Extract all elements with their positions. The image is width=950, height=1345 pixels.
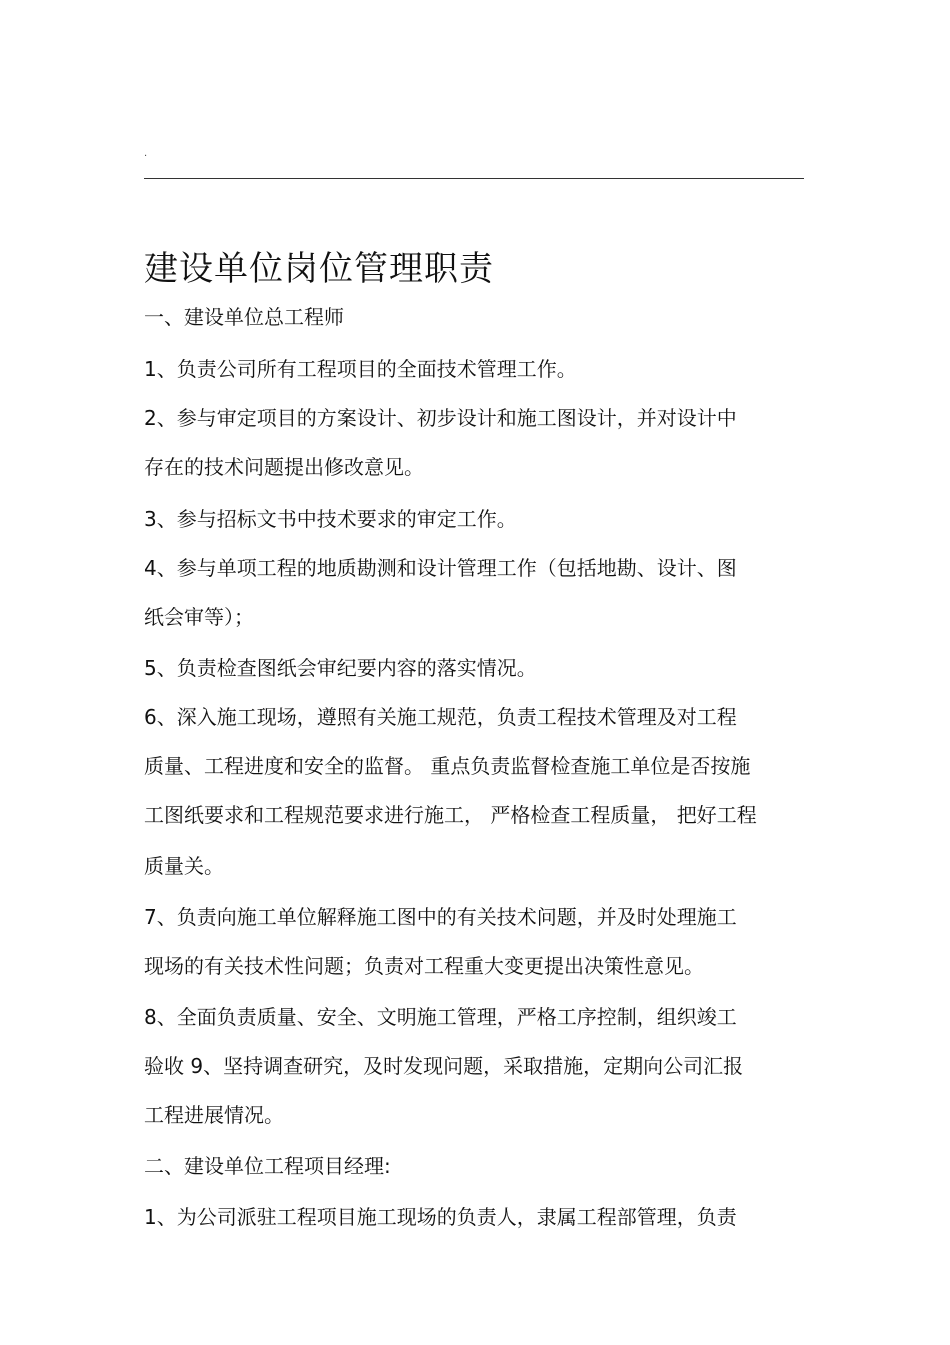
paragraph-line: 工程进展情况。	[144, 1103, 284, 1127]
paragraph-line: 1、负责公司所有工程项目的全面技术管理工作。	[144, 357, 577, 381]
paragraph-line: 5、负责检查图纸会审纪要内容的落实情况。	[144, 656, 537, 680]
paragraph-line: 8、全面负责质量、安全、文明施工管理，严格工序控制，组织竣工	[144, 1005, 737, 1029]
paragraph-line: 1、为公司派驻工程项目施工现场的负责人，隶属工程部管理，负责	[144, 1205, 737, 1229]
paragraph-line: 存在的技术问题提出修改意见。	[144, 455, 424, 479]
paragraph-line: 质量、工程进度和安全的监督。 重点负责监督检查施工单位是否按施	[144, 754, 751, 778]
paragraph-line: 7、负责向施工单位解释施工图中的有关技术问题，并及时处理施工	[144, 905, 737, 929]
paragraph-line: 2、参与审定项目的方案设计、初步设计和施工图设计，并对设计中	[144, 406, 737, 430]
paragraph-line: 6、深入施工现场，遵照有关施工规范，负责工程技术管理及对工程	[144, 705, 737, 729]
header-divider	[144, 178, 804, 179]
paragraph-line: 质量关。	[144, 854, 224, 878]
paragraph-line: 工图纸要求和工程规范要求进行施工， 严格检查工程质量， 把好工程	[144, 803, 757, 827]
header-mark: .	[144, 148, 148, 159]
section-heading-chief-engineer: 一、建设单位总工程师	[144, 305, 344, 329]
document-title: 建设单位岗位管理职责	[144, 249, 494, 289]
section-heading-project-manager: 二、建设单位工程项目经理:	[144, 1154, 391, 1178]
paragraph-line: 纸会审等）；	[144, 605, 254, 629]
paragraph-line: 现场的有关技术性问题；负责对工程重大变更提出决策性意见。	[144, 954, 704, 978]
paragraph-line: 4、参与单项工程的地质勘测和设计管理工作（包括地勘、设计、图	[144, 556, 737, 580]
paragraph-line: 验收 9、坚持调查研究，及时发现问题，采取措施，定期向公司汇报	[144, 1054, 744, 1078]
paragraph-line: 3、参与招标文书中技术要求的审定工作。	[144, 507, 517, 531]
